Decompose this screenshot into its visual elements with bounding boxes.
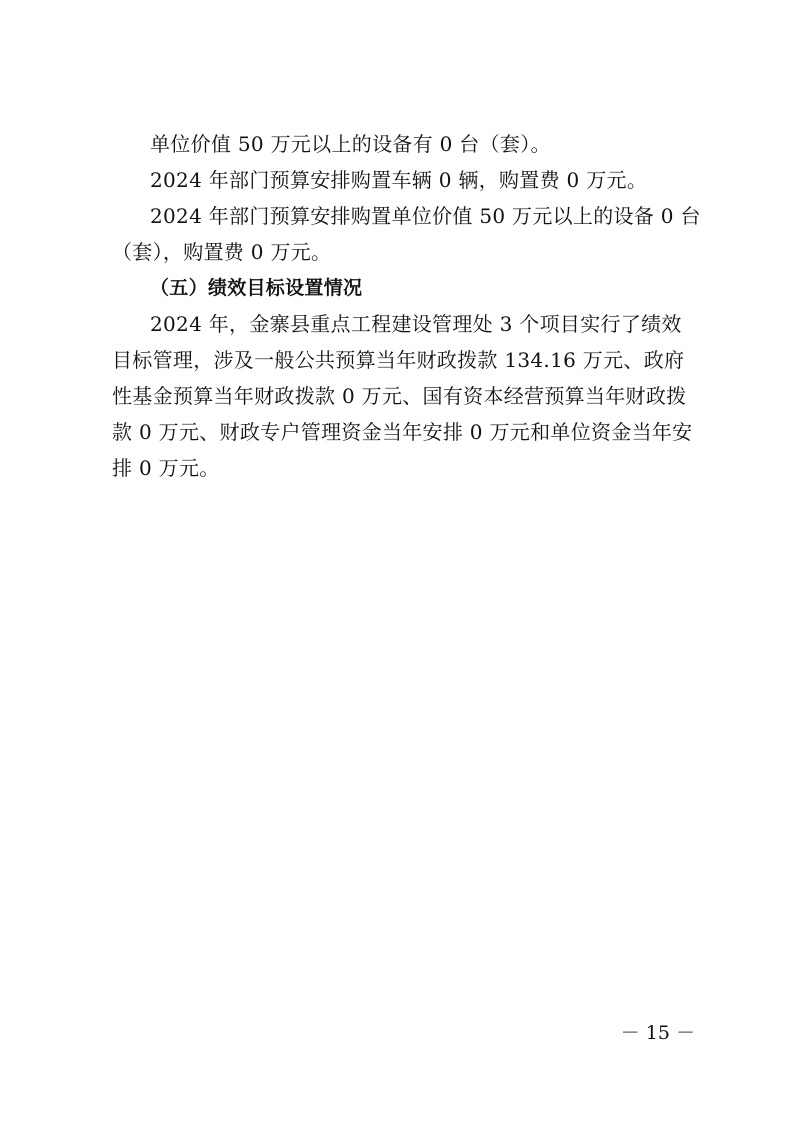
paragraph-performance-line-1: 2024 年，金寨县重点工程建设管理处 3 个项目实行了绩效	[150, 312, 682, 336]
paragraph-performance-line-5: 排 0 万元。	[112, 456, 220, 480]
section-heading: （五）绩效目标设置情况	[150, 277, 363, 299]
paragraph-equipment-count: 单位价值 50 万元以上的设备有 0 台（套）。	[150, 132, 551, 156]
paragraph-equipment-purchase-line-1: 2024 年部门预算安排购置单位价值 50 万元以上的设备 0 台	[150, 204, 701, 228]
paragraph-equipment-purchase-line-2: （套），购置费 0 万元。	[112, 240, 332, 264]
paragraph-vehicle-purchase: 2024 年部门预算安排购置车辆 0 辆，购置费 0 万元。	[150, 168, 648, 192]
paragraph-performance-line-2: 目标管理，涉及一般公共预算当年财政拨款 134.16 万元、政府	[112, 348, 685, 372]
page-number: － 15 －	[620, 1022, 695, 1044]
document-body	[112, 126, 701, 486]
paragraph-performance-line-4: 款 0 万元、财政专户管理资金当年安排 0 万元和单位资金当年安	[112, 420, 693, 444]
paragraph-performance-line-3: 性基金预算当年财政拨款 0 万元、国有资本经营预算当年财政拨	[112, 384, 687, 408]
